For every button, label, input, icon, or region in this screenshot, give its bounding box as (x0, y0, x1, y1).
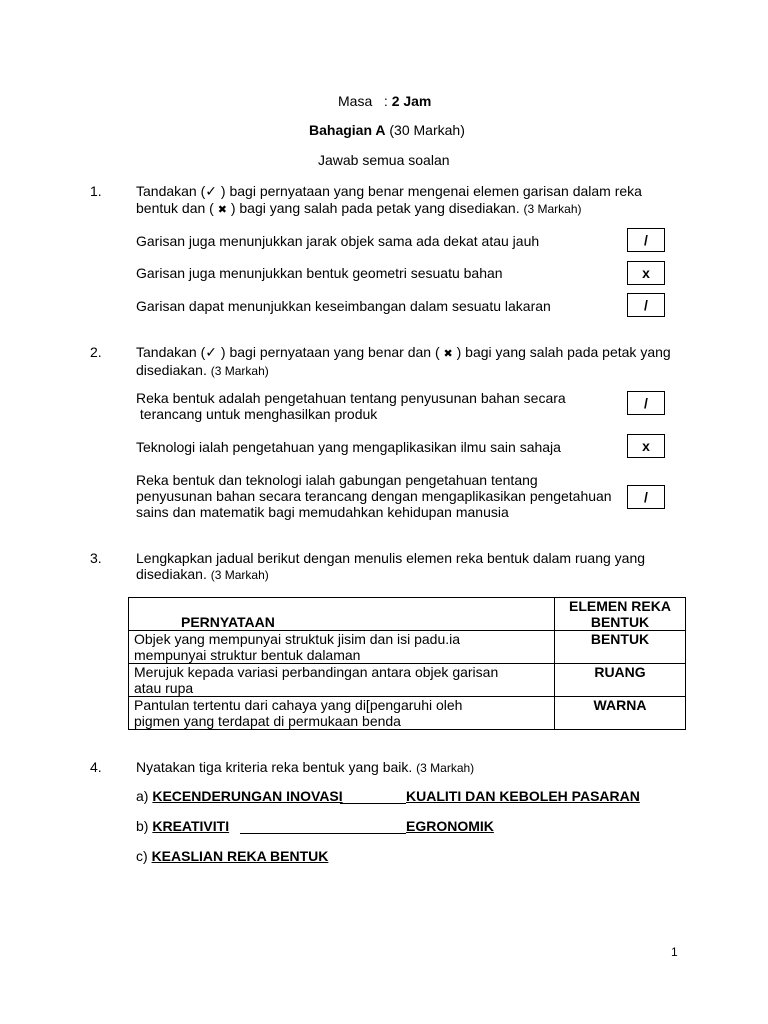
section-label: Bahagian A (309, 122, 386, 138)
section-marks: (30 Markah) (389, 122, 465, 138)
table-cell-answer[interactable]: BENTUK (555, 631, 686, 664)
table-cell-answer[interactable]: WARNA (555, 697, 686, 730)
q3-table (128, 597, 686, 730)
tick-icon: ✓ (205, 345, 218, 361)
q2-answer-box-3[interactable]: / (627, 485, 665, 509)
masa-sep: : (383, 93, 388, 109)
page-number: 1 (671, 945, 678, 959)
tick-icon: ✓ (205, 184, 218, 200)
q3-number: 3. (90, 550, 102, 566)
q2-text-d: disediakan. (136, 362, 207, 378)
q4-text: Nyatakan tiga kriteria reka bentuk yang baik. (136, 759, 413, 775)
q1-text-b: ) bagi pernyataan yang benar mengenai elemen garisan dalam reka (217, 183, 642, 199)
row-3-line2: pigmen yang terdapat di permukaan benda (134, 713, 401, 729)
q2-text-b: ) bagi pernyataan yang benar dan ( (217, 344, 444, 360)
q2-item-3-line1: Reka bentuk dan teknologi ialah gabungan pengetahuan tentang (136, 472, 538, 488)
table-cell-statement (129, 664, 555, 697)
table-header-pernyataan: PERNYATAAN (129, 598, 555, 631)
q2-item-3 (136, 472, 612, 520)
q4-answer-b (136, 818, 229, 834)
q2-item-1-line1: Reka bentuk adalah pengetahuan tentang penyusunan bahan secara (136, 390, 566, 406)
table-row (129, 631, 686, 664)
table-cell-statement (129, 697, 555, 730)
q2-item-3-line2: penyusunan bahan secara terancang dengan mengaplikasikan pengetahuan (136, 488, 612, 504)
q1-marks: (3 Markah) (523, 202, 582, 216)
q2-item-3-line3: sains dan matematik bagi memudahkan kehidupan manusia (136, 504, 509, 520)
table-header-row (129, 598, 686, 631)
answer-label: b) (136, 818, 149, 834)
q3-text-a: Lengkapkan jadual berikut dengan menulis elemen reka bentuk dalam ruang yang (136, 550, 646, 566)
q2-number: 2. (90, 344, 102, 360)
q1-text-c: bentuk dan ( (136, 200, 218, 216)
q4-number: 4. (90, 759, 102, 775)
q2-answer-box-1[interactable]: / (627, 391, 665, 415)
row-1-line2: mempunyai struktur bentuk dalaman (134, 647, 361, 663)
q4-answer-c (136, 848, 328, 864)
q1-text-d: ) bagi yang salah pada petak yang disediakan. (226, 200, 520, 216)
q2-prompt (136, 344, 671, 379)
row-2-line2: atau rupa (134, 680, 194, 696)
masa-line (338, 93, 431, 109)
table-header-elemen: ELEMEN REKA BENTUK (555, 598, 686, 631)
row-3-line1: Pantulan tertentu dari cahaya yang di[pengaruhi oleh (134, 697, 463, 713)
q2-item-1-line2: terancang untuk menghasilkan produk (136, 406, 378, 422)
q4-answer-b-right (406, 818, 494, 834)
answer-b-left: KREATIVITI (152, 818, 230, 834)
q3-text-b: disediakan. (136, 566, 207, 582)
section-heading (309, 122, 465, 138)
table-row (129, 697, 686, 730)
q2-item-1 (136, 390, 566, 422)
answer-a-underline-gap (340, 803, 406, 804)
table-cell-answer[interactable]: RUANG (555, 664, 686, 697)
cross-icon: ✖ (217, 203, 227, 216)
q2-item-2: Teknologi ialah pengetahuan yang mengaplikasikan ilmu sain sahaja (136, 439, 561, 455)
q2-text-a: Tandakan ( (136, 344, 206, 360)
q4-answer-a (136, 788, 343, 804)
q1-prompt (136, 183, 642, 218)
answer-label: c) (136, 848, 148, 864)
q4-marks: (3 Markah) (416, 761, 475, 775)
row-1-line1: Objek yang mempunyai struktuk jisim dan isi padu.ia (134, 631, 461, 647)
answer-a-right: KUALITI DAN KEBOLEH PASARAN (406, 788, 640, 804)
q1-answer-box-1[interactable]: / (627, 228, 665, 252)
q3-marks: (3 Markah) (210, 568, 269, 582)
instruction: Jawab semua soalan (318, 152, 450, 168)
q2-text-c: ) bagi yang salah pada petak yang (452, 344, 671, 360)
masa-value: 2 Jam (391, 93, 432, 109)
answer-b-underline-gap (240, 833, 406, 834)
q1-text-a: Tandakan ( (136, 183, 206, 199)
cross-icon: ✖ (443, 347, 453, 360)
table-cell-statement (129, 631, 555, 664)
q1-item-3: Garisan dapat menunjukkan keseimbangan dalam sesuatu lakaran (136, 298, 551, 314)
q2-marks: (3 Markah) (210, 364, 269, 378)
answer-label: a) (136, 788, 149, 804)
q1-number: 1. (90, 183, 102, 199)
row-2-line1: Merujuk kepada variasi perbandingan antara objek garisan (134, 664, 499, 680)
q2-answer-box-2[interactable]: x (627, 434, 665, 458)
answer-c-left: KEASLIAN REKA BENTUK (151, 848, 329, 864)
answer-b-right: EGRONOMIK (406, 818, 494, 834)
q4-prompt (136, 759, 474, 776)
q4-answer-a-right (406, 788, 640, 804)
q3-prompt (136, 550, 645, 583)
table-row (129, 664, 686, 697)
q1-item-2: Garisan juga menunjukkan bentuk geometri sesuatu bahan (136, 265, 503, 281)
masa-label: Masa (338, 93, 373, 109)
q1-answer-box-2[interactable]: x (627, 261, 665, 285)
q1-answer-box-3[interactable]: / (627, 293, 665, 317)
answer-a-left: KECENDERUNGAN INOVASI (152, 788, 343, 804)
q1-item-1: Garisan juga menunjukkan jarak objek sama ada dekat atau jauh (136, 233, 540, 249)
